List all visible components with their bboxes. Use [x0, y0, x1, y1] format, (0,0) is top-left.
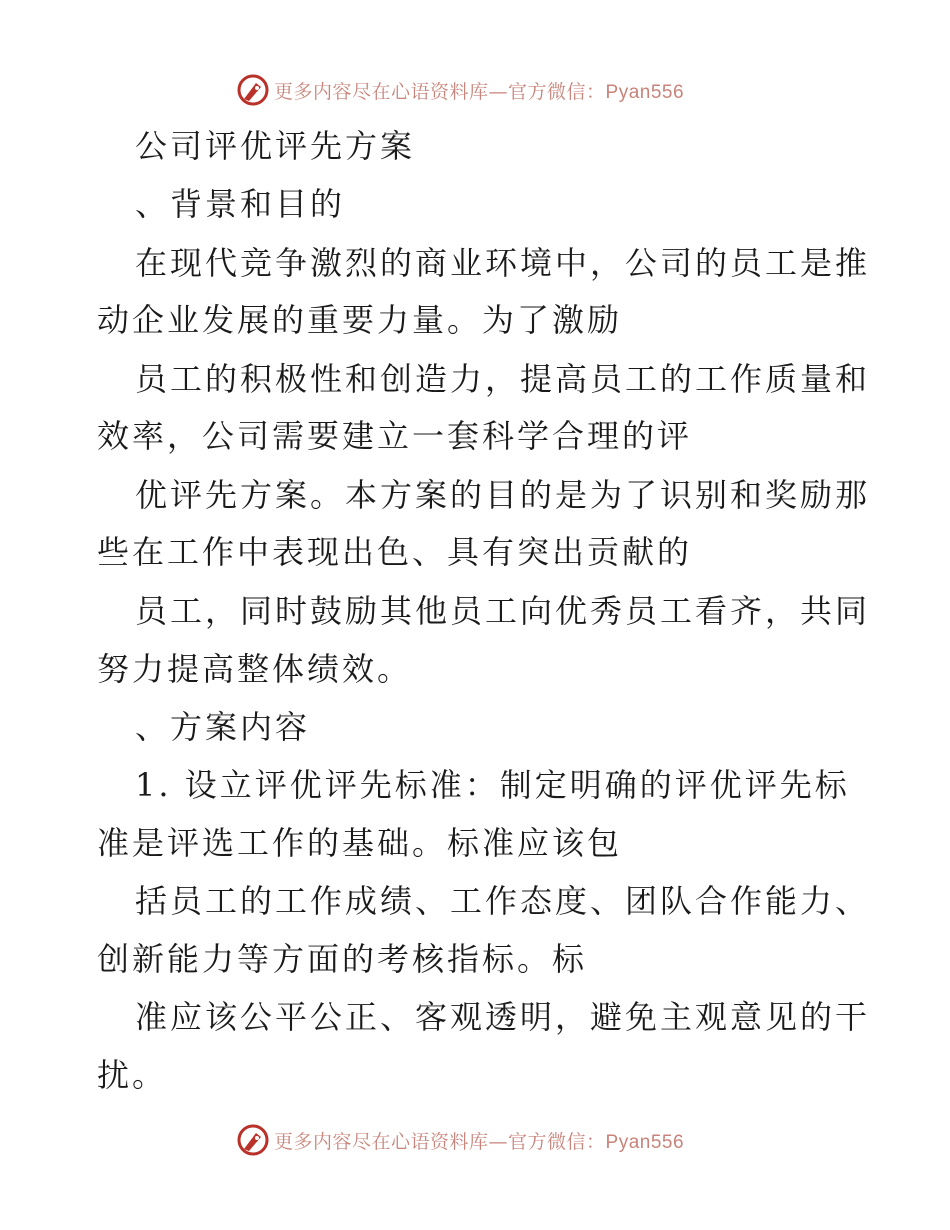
footer-banner-label: 更多内容尽在心语资料库—官方微信：	[274, 1130, 606, 1153]
paragraph-line: 努力提高整体绩效。	[97, 650, 413, 688]
paragraph-line: 准是评选工作的基础。标准应该包	[97, 824, 623, 862]
header-banner-text	[274, 77, 684, 104]
header-wechat-id: Pyan556	[605, 81, 685, 103]
paragraph-line: 些在工作中表现出色、具有突出贡献的	[97, 533, 693, 571]
paragraph-line: 效率，公司需要建立一套科学合理的评	[97, 417, 693, 455]
paragraph-line: 员工，同时鼓励其他员工向优秀员工看齐，共同	[135, 592, 871, 630]
section-heading-content: 、方案内容	[135, 708, 311, 746]
paragraph-line: 扰。	[97, 1056, 168, 1094]
pen-nib-logo-icon	[236, 73, 270, 107]
footer-wechat-id: Pyan556	[605, 1131, 685, 1153]
paragraph-line: 括员工的工作成绩、工作态度、团队合作能力、	[135, 882, 871, 920]
footer-banner-text	[274, 1127, 684, 1154]
paragraph-line: 动企业发展的重要力量。为了激励	[97, 301, 623, 339]
paragraph-line: 员工的积极性和创造力，提高员工的工作质量和	[135, 360, 871, 398]
paragraph-line: 1. 设立评优评先标准：制定明确的评优评先标	[135, 766, 850, 804]
footer-banner[interactable]	[236, 1122, 684, 1158]
header-banner-label: 更多内容尽在心语资料库—官方微信：	[274, 80, 606, 103]
paragraph-line: 优评先方案。本方案的目的是为了识别和奖励那	[135, 476, 871, 514]
paragraph-line: 准应该公平公正、客观透明，避免主观意见的干	[135, 998, 871, 1036]
header-banner[interactable]	[236, 72, 684, 108]
paragraph-line: 创新能力等方面的考核指标。标	[97, 940, 588, 978]
pen-nib-logo-icon	[236, 1123, 270, 1157]
document-title: 公司评优评先方案	[135, 127, 416, 165]
section-heading-background: 、背景和目的	[135, 185, 346, 223]
paragraph-line: 在现代竞争激烈的商业环境中，公司的员工是推	[135, 244, 871, 282]
